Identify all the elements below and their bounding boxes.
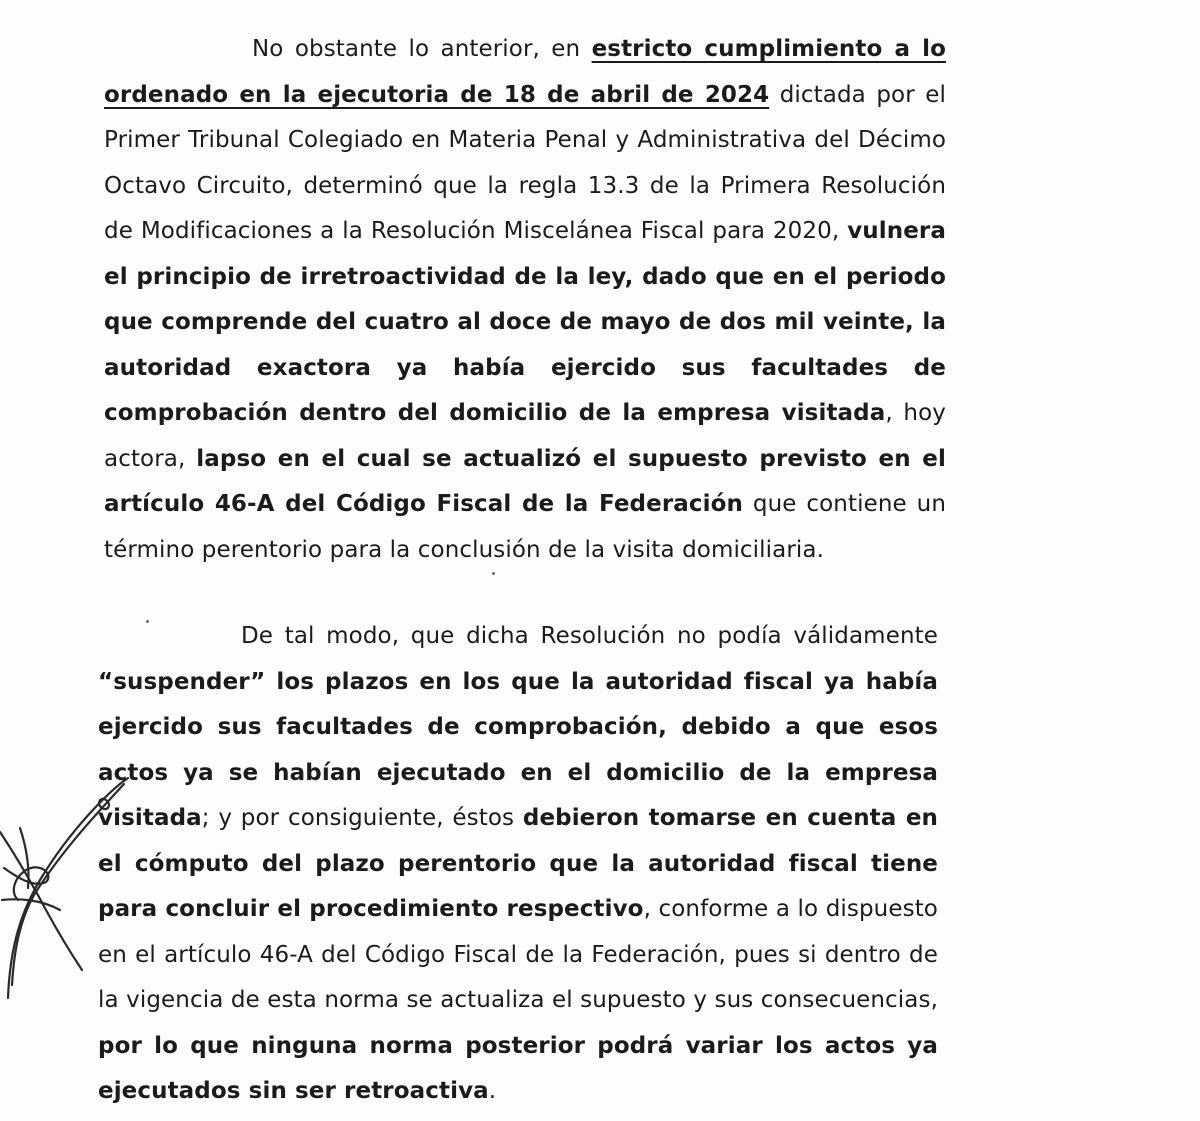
para2-bold-text-2: debieron tomarse en cuenta en el cómputo del plazo perentorio que la autoridad fiscal tiene para concluir el procedimiento respectivo bbox=[98, 805, 938, 922]
para1-text-4: que contiene un término perentorio para la conclusión de la visita domiciliaria. bbox=[104, 491, 946, 563]
paragraph-1 bbox=[104, 27, 946, 573]
para2-text-3: , conforme a lo dispuesto en el artículo 46-A del Código Fiscal de la Federación, pues si dentro de la vigencia de esta norma se actualiza el supuesto y sus consecuencias, bbox=[98, 896, 938, 1013]
para1-text-1: No obstante lo anterior, en bbox=[252, 36, 592, 62]
para1-bold-text-2: lapso en el cual se actualizó el supuesto previsto en el artículo 46-A del Código Fiscal de la Federación bbox=[104, 445, 946, 517]
para2-bold-text-3: por lo que ninguna norma posterior podrá variar los actos ya ejecutados sin ser retroactiva bbox=[98, 1032, 938, 1104]
para2-bold-text-1: “suspender” los plazos en los que la autoridad fiscal ya había ejercido sus facultades de comprobación, debido a que esos actos ya se habían ejecutado en el domicilio de la empresa visitada bbox=[98, 668, 938, 831]
para1-bold-text-1: vulnera el principio de irretroactividad de la ley, dado que en el periodo que comprende del cuatro al doce de mayo de dos mil veinte, la autoridad exactora ya había ejercido sus facultades de comprobación dentro del domicilio de la empresa visitada bbox=[104, 218, 946, 426]
scan-speck bbox=[146, 620, 149, 623]
handwritten-signature bbox=[0, 770, 140, 1010]
para2-text-4: . bbox=[488, 1078, 497, 1104]
scan-speck bbox=[492, 572, 495, 575]
para1-underlined-bold-text: estricto cumplimiento a lo ordenado en la ejecutoria de 18 de abril de 2024 bbox=[104, 36, 946, 108]
para2-text-1: De tal modo, que dicha Resolución no podía válidamente bbox=[241, 623, 938, 649]
para2-text-2: ; y por consiguiente, éstos bbox=[201, 805, 523, 831]
para1-text-2: dictada por el Primer Tribunal Colegiado en Materia Penal y Administrativa del Décimo Octavo Circuito, determinó que la regla 13.3 de la Primera Resolución de Modificaciones a la Resolución Miscelánea Fiscal para 2020, bbox=[104, 81, 947, 244]
paragraph-2 bbox=[98, 614, 938, 1115]
para1-text-3: , hoy actora, bbox=[104, 400, 946, 472]
